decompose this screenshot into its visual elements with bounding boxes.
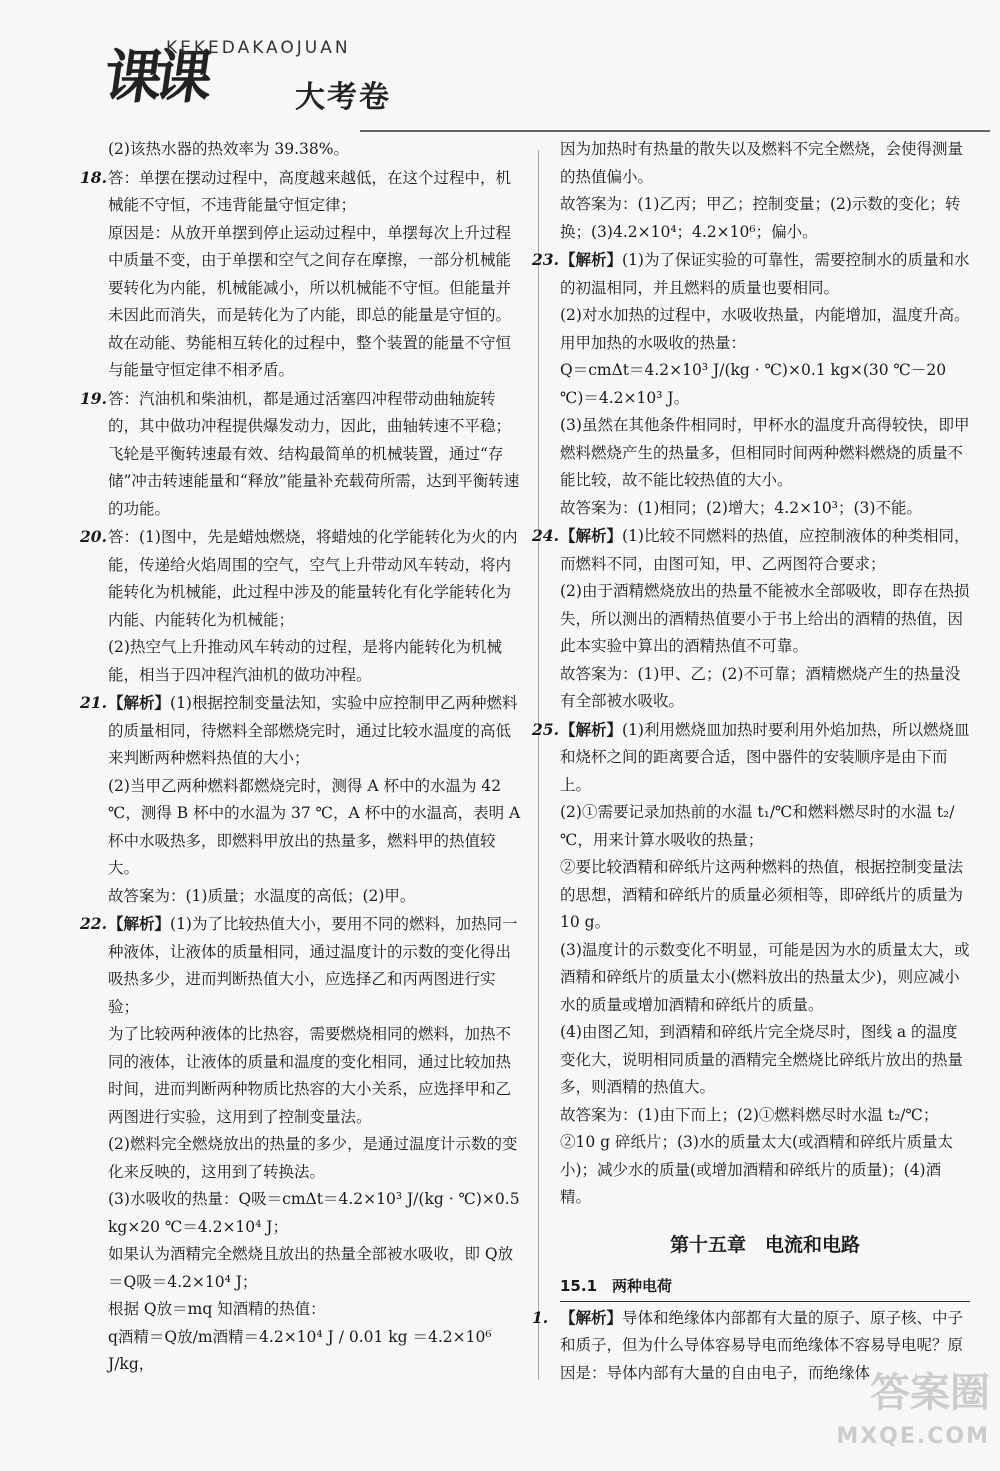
question-number: 18. xyxy=(80,167,107,187)
question-number: 25. xyxy=(532,719,559,739)
paragraph-text: (2)热空气上升推动风车转动的过程，是将内能转化为机械能，相当于四冲程汽油机的做功冲程。 xyxy=(108,638,502,684)
question-number: 23. xyxy=(532,250,559,269)
answer-paragraph xyxy=(560,357,970,412)
question-item xyxy=(532,522,970,578)
paragraph-text: 故答案为：(1)由下而上；(2)①燃料燃尽时水温 t₂/℃；②10 g 碎纸片；(3)水的质量太大(或酒精和碎纸片质量太小)；减少水的质量(或增加酒精和碎纸片的质量)；(4)酒精。 xyxy=(560,1105,954,1206)
answer-paragraph xyxy=(560,1102,970,1212)
paragraph-text: (2)对水加热的过程中，水吸收热量，内能增加，温度升高。 xyxy=(560,306,970,324)
answer-paragraph xyxy=(560,495,970,523)
logo-mark: 课课 xyxy=(99,43,210,111)
answer-paragraph xyxy=(108,1131,523,1186)
answer-paragraph xyxy=(108,634,523,689)
question-item xyxy=(532,246,970,302)
answer-paragraph xyxy=(560,937,970,1020)
question-item xyxy=(80,523,523,634)
paragraph-text: (2)当甲乙两种燃料都燃烧完时，测得 A 杯中的水温为 42 ℃，测得 B 杯中的水温为 37 ℃，A 杯中的水温高，表明 A 杯中水吸热多，即燃料甲放出的热量多，燃料甲的热值较大。 xyxy=(108,776,521,877)
analysis-tag: 【解析】 xyxy=(560,526,623,545)
answer-paragraph xyxy=(108,441,523,524)
analysis-tag: 【解析】 xyxy=(560,250,623,269)
page-header xyxy=(80,20,1000,135)
answer-paragraph xyxy=(560,330,970,358)
answer-paragraph xyxy=(108,773,523,883)
question-number: 1. xyxy=(532,1307,549,1327)
watermark-url: MXQE.COM xyxy=(836,1424,990,1449)
paragraph-text: (1)根据控制变量法知，实验中应控制甲乙两种燃料的质量相同，待燃料全部燃烧完时，通过比较水温度的高低来判断两种燃料热值的大小； xyxy=(108,694,518,767)
paragraph-text: 导体和绝缘体内部都有大量的原子、原子核、中子和质子，但为什么导体容易导电而绝缘体不容易导电呢？原因是：导体内部有大量的自由电子，而绝缘体 xyxy=(560,1308,964,1382)
question-item xyxy=(80,385,523,441)
paragraph-text: (2)由于酒精燃烧放出的热量不能被水全部吸收，即存在热损失，所以测出的酒精热值要小于书上给出的酒精的热值，因此本实验中算出的酒精热值不可靠。 xyxy=(560,582,970,655)
header-rule xyxy=(360,130,990,132)
paragraph-text: (1)比较不同燃料的热值，应控制液体的种类相同，而燃料不同，由图可知，甲、乙两图符合要求； xyxy=(560,527,970,573)
paragraph-text: 答：(1)图中，先是蜡烛燃烧，将蜡烛的化学能转化为火的内能，传递给火焰周围的空气，空气上升带动风车转动，将内能转化为机械能，此过程中涉及的能量转化有化学能转化为内能、内能转化为机械能； xyxy=(108,528,518,629)
question-number: 19. xyxy=(80,388,107,408)
analysis-tag: 【解析】 xyxy=(560,719,623,739)
answer-paragraph xyxy=(108,883,523,911)
analysis-tag: 【解析】 xyxy=(108,693,171,712)
column-divider xyxy=(538,150,539,1380)
question-number: 20. xyxy=(80,527,107,546)
paragraph-text: 故答案为：(1)质量；水温度的高低；(2)甲。 xyxy=(108,886,416,905)
paragraph-text: (4)由图乙知，到酒精和碎纸片完全烧尽时，图线 a 的温度变化大，说明相同质量的酒精完全燃烧比碎纸片放出的热量多，则酒精的热值大。 xyxy=(560,1023,964,1096)
question-item xyxy=(532,716,970,800)
answer-paragraph xyxy=(108,1186,523,1241)
watermark-text: 答案圈 xyxy=(870,1370,990,1416)
question-item xyxy=(80,910,523,1021)
watermark xyxy=(760,1371,990,1461)
answer-paragraph xyxy=(560,854,970,937)
left-column xyxy=(80,136,523,1379)
paragraph-text: (2)燃料完全燃烧放出的热量的多少，是通过温度计示数的变化来反映的，这用到了转换法。 xyxy=(108,1135,518,1181)
paragraph-text: 飞轮是平衡转速最有效、结构最简单的机械装置，通过“存储”冲击转速能量和“释放”能量补充载荷所需，达到平衡转速的功能。 xyxy=(108,444,520,518)
paragraph-text: 根据 Q放＝mq 知酒精的热值： xyxy=(108,1300,326,1318)
section-title: 15.1 两种电荷 xyxy=(560,1273,970,1302)
analysis-tag: 【解析】 xyxy=(560,1307,623,1327)
answer-paragraph xyxy=(560,1019,970,1102)
paragraph-text: 因为加热时有热量的散失以及燃料不完全燃烧，会使得测量的热值偏小。 xyxy=(560,140,964,186)
paragraph-text: 故答案为：(1)甲、乙；(2)不可靠；酒精燃烧产生的热量没有全部被水吸收。 xyxy=(560,664,961,710)
paragraph-text: ②要比较酒精和碎纸片这两种燃料的热值，根据控制变量法的思想，酒精和碎纸片的质量必须相等，即碎纸片的质量为 10 g。 xyxy=(560,858,964,931)
paragraph-text: 答：汽油机和柴油机，都是通过活塞四冲程带动曲轴旋转的，其中做功冲程提供爆发动力，因此，曲轴转速不平稳； xyxy=(108,389,512,435)
answer-paragraph xyxy=(560,302,970,330)
paragraph-text: (2)该热水器的热效率为 39.38%。 xyxy=(108,140,349,158)
paragraph-text: (3)虽然在其他条件相同时，甲杯水的温度升高得较快，即甲燃料燃烧产生的热量多，但相同时间两种燃料燃烧的质量不能比较，故不能比较热值的大小。 xyxy=(560,416,970,489)
answer-paragraph xyxy=(108,1296,523,1324)
logo-subtitle: 大考卷 xyxy=(295,80,391,115)
paragraph-text: (3)水吸收的热量：Q吸＝cmΔt＝4.2×10³ J/(kg · ℃)×0.5 kg×20 ℃＝4.2×10⁴ J； xyxy=(108,1190,520,1236)
chapter-title: 第十五章 电流和电路 xyxy=(669,1233,860,1256)
answer-paragraph xyxy=(560,412,970,495)
analysis-tag: 【解析】 xyxy=(108,914,171,933)
paragraph-text: 如果认为酒精完全燃烧且放出的热量全部被水吸收，即 Q放＝Q吸＝4.2×10⁴ J； xyxy=(108,1245,514,1291)
answer-paragraph xyxy=(560,136,970,191)
answer-paragraph xyxy=(108,1324,523,1379)
paragraph-text: (3)温度计的示数变化不明显，可能是因为水的质量太大，或酒精和碎纸片的质量太小(燃料放出的热量太少)，则应减小水的质量或增加酒精和碎纸片的质量。 xyxy=(560,940,970,1014)
answer-paragraph xyxy=(560,578,970,661)
logo-pinyin: KEKEDAKAOJUAN xyxy=(166,38,351,58)
paragraph-text: 用甲加热的水吸收的热量： xyxy=(560,333,747,352)
question-item xyxy=(80,689,523,773)
paragraph-text: 答：单摆在摆动过程中，高度越来越低，在这个过程中，机械能不守恒，不违背能量守恒定律； xyxy=(108,168,512,214)
paragraph-text: 原因是：从放开单摆到停止运动过程中，单摆每次上升过程中质量不变，由于单摆和空气之间存在摩擦，一部分机械能要转化为内能，机械能减小，所以机械能不守恒。但能量并未因此而消失，而是转化为了内能，即总的能量是守恒的。故在动能、势能相互转化的过程中，整个装置的能量不守恒与能量守恒定律不相矛盾。 xyxy=(108,223,512,379)
question-item xyxy=(80,164,523,220)
paragraph-text: 故答案为：(1)相同；(2)增大；4.2×10³；(3)不能。 xyxy=(560,498,922,517)
paragraph-text: q酒精＝Q放/m酒精＝4.2×10⁴ J / 0.01 kg ＝4.2×10⁶ J/kg， xyxy=(108,1327,492,1373)
question-number: 24. xyxy=(532,526,559,545)
paragraph-text: (2)①需要记录加热前的水温 t₁/℃和燃料燃尽时的水温 t₂/℃，用来计算水吸收的热量； xyxy=(560,803,955,849)
paragraph-text: Q＝cmΔt＝4.2×10³ J/(kg · ℃)×0.1 kg×(30 ℃－20 ℃)＝4.2×10³ J。 xyxy=(560,361,947,407)
answer-paragraph xyxy=(108,1021,523,1131)
question-number: 22. xyxy=(80,914,107,933)
right-column xyxy=(532,136,970,1387)
answer-paragraph xyxy=(560,191,970,246)
paragraph-text: (1)利用燃烧皿加热时要利用外焰加热，所以燃烧皿和烧杯之间的距离要合适，图中器件的安装顺序是由下而上。 xyxy=(560,720,970,794)
question-number: 21. xyxy=(80,693,107,712)
paragraph-text: 故答案为：(1)乙丙；甲乙；控制变量；(2)示数的变化；转换；(3)4.2×10⁴；4.2×10⁶；偏小。 xyxy=(560,195,961,241)
answer-paragraph xyxy=(108,220,523,385)
answer-paragraph xyxy=(108,136,523,164)
paragraph-text: (1)为了比较热值大小，要用不同的燃料，加热同一种液体，让液体的质量相同，通过温度计的示数的变化得出吸热多少，进而判断热值大小，应选择乙和丙两图进行实验； xyxy=(108,915,518,1016)
answer-paragraph xyxy=(560,799,970,854)
paragraph-text: 为了比较两种液体的比热容，需要燃烧相同的燃料，加热不同的液体，让液体的质量和温度的变化相同，通过比较加热时间，进而判断两种物质比热容的大小关系，应选择甲和乙两图进行实验，这用到了控制变量法。 xyxy=(108,1025,512,1126)
paragraph-text: (1)为了保证实验的可靠性，需要控制水的质量和水的初温相同，并且燃料的质量也要相同。 xyxy=(560,251,970,297)
answer-paragraph xyxy=(560,661,970,716)
answer-paragraph xyxy=(108,1241,523,1296)
